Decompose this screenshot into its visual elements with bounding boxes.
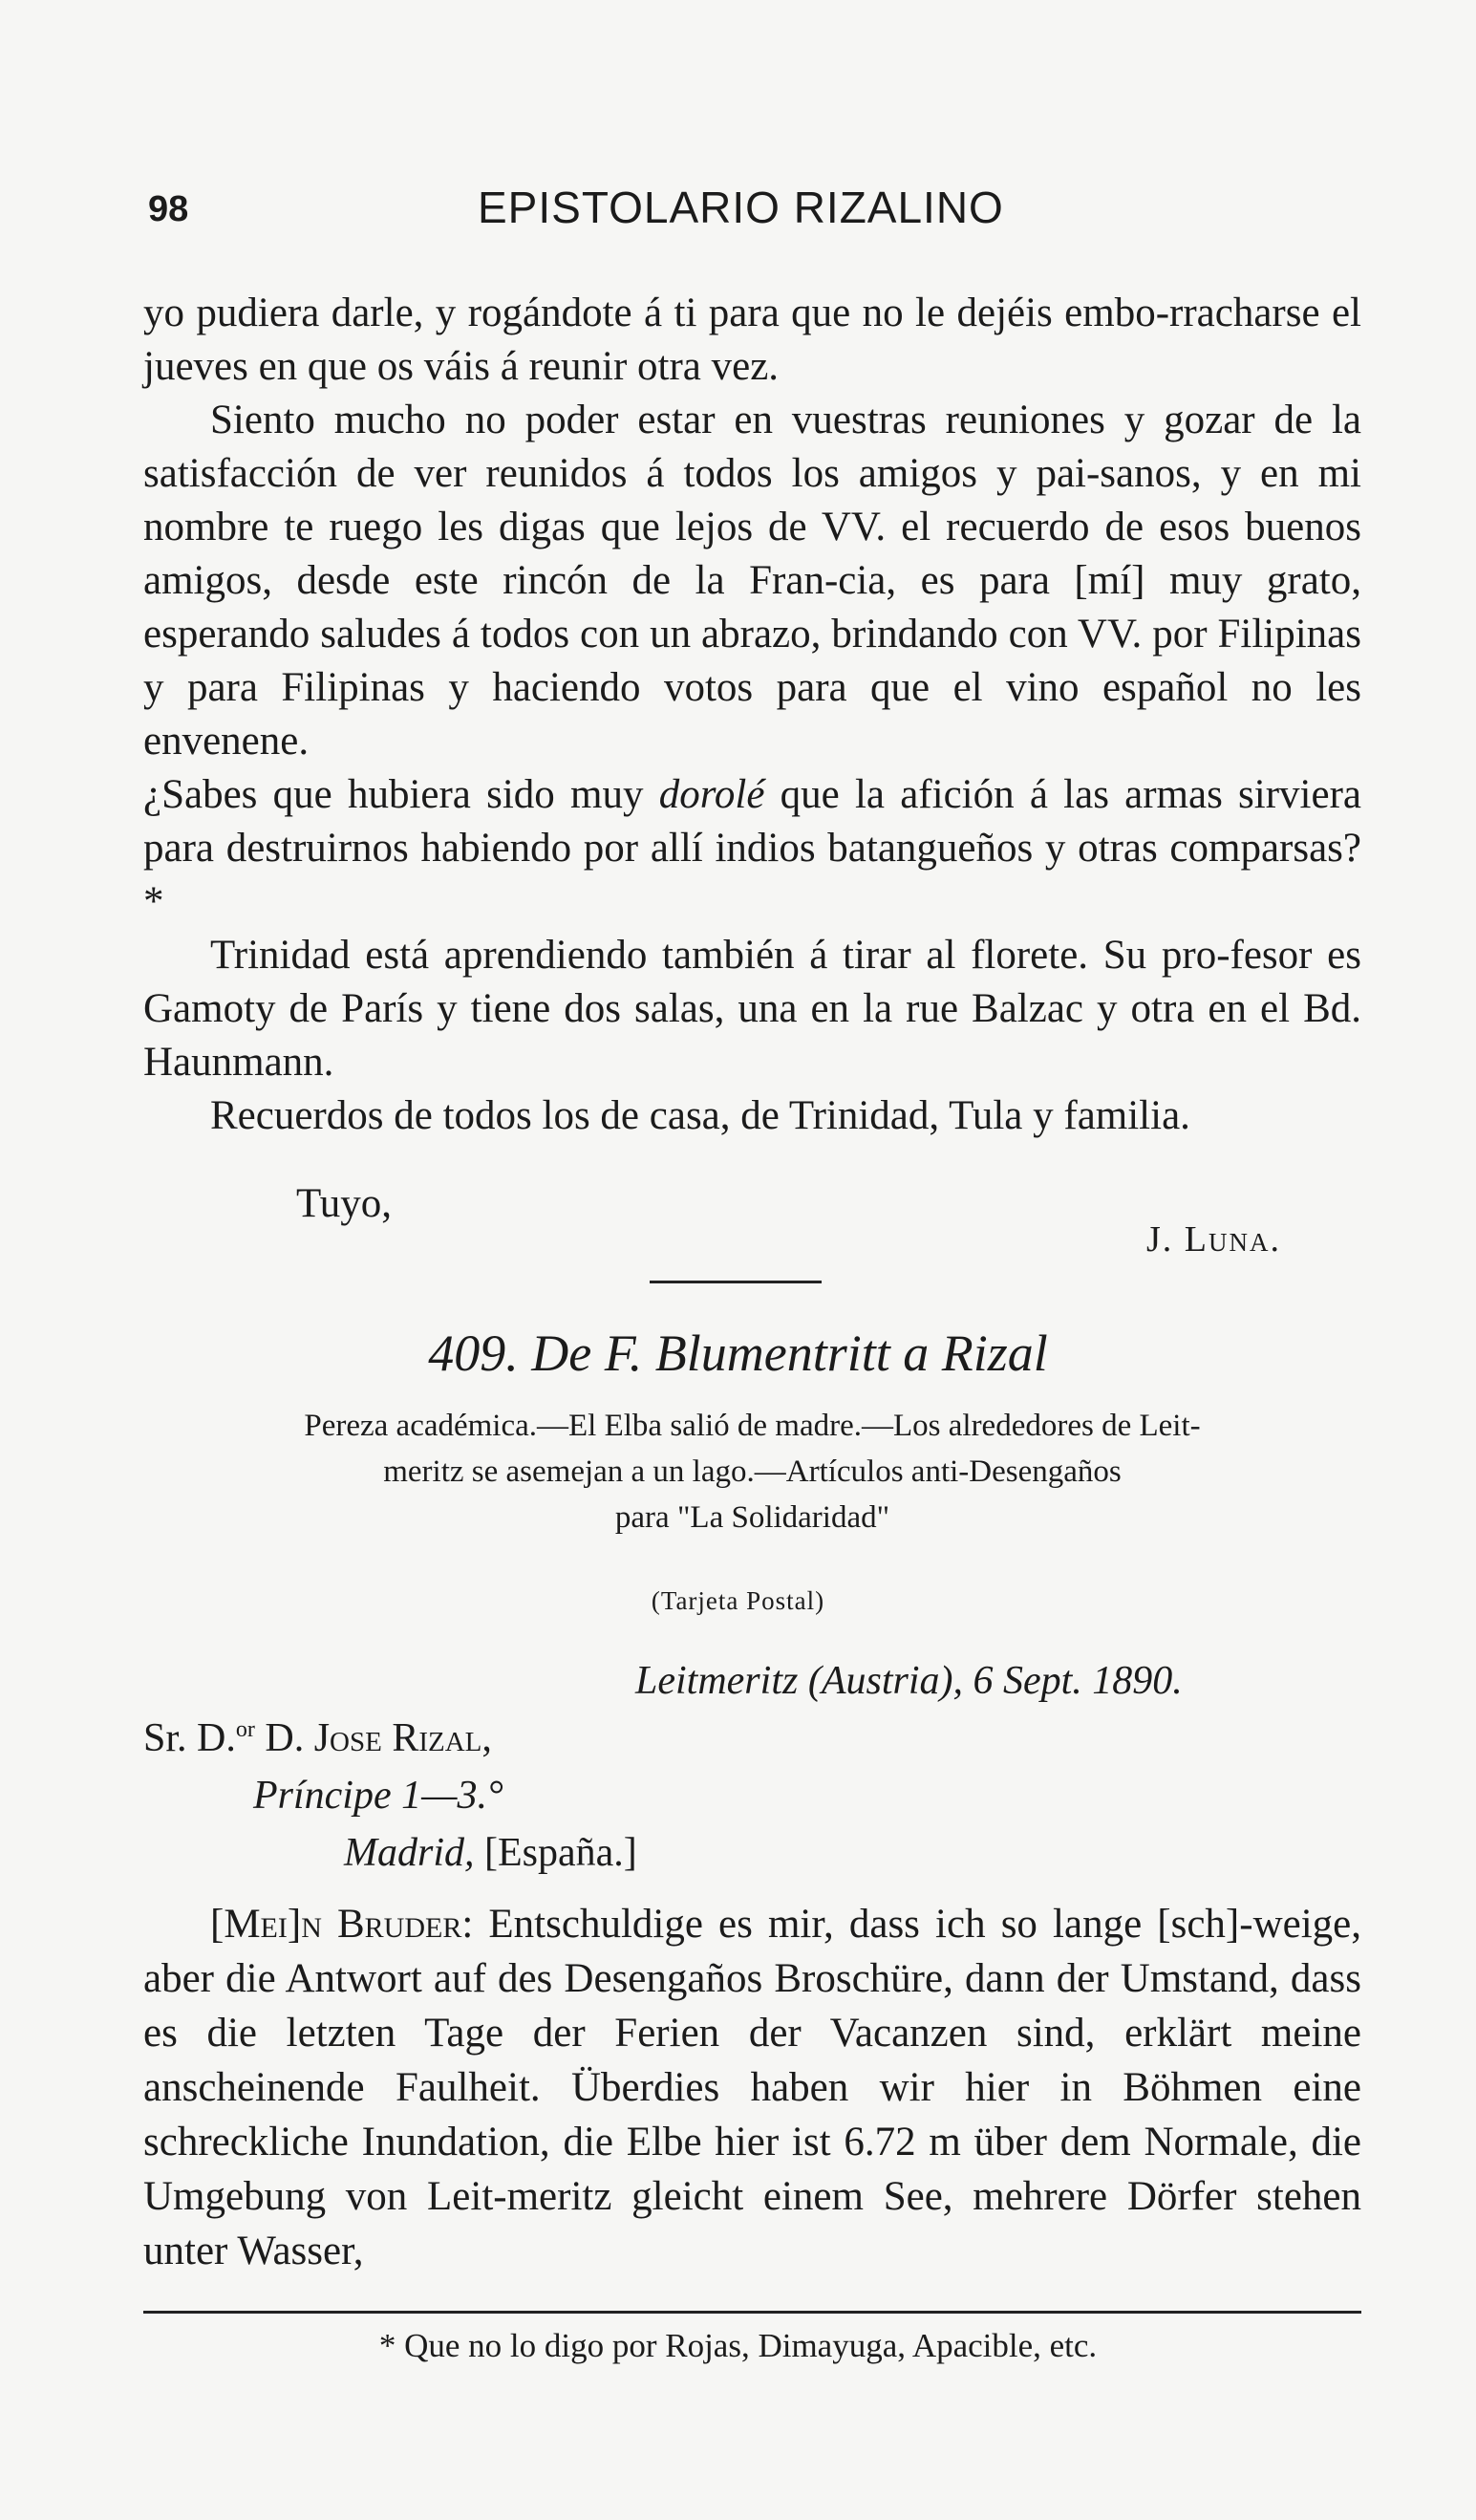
footnote-divider — [143, 2311, 1361, 2314]
letter-body-text: Entschuldige es mir, dass ich so lange [sch]-weige, aber die Antwort auf des Desengaños Broschüre, dann der Umstand, dass es die letzten Tage der Ferien der Vacanzen sind, erklärt meine anscheinende Faulheit. Überdies haben wir hier in Böhmen eine schreckliche Inundation, die Elbe hier ist 6.72 m über dem Normale, die Umgebung von Leit-meritz gleicht einem See, mehrere Dörfer stehen unter Wasser, — [143, 1902, 1361, 2273]
closing: Tuyo, — [296, 1181, 393, 1226]
book-title: EPISTOLARIO RIZALINO — [478, 183, 1004, 232]
previous-letter-body — [143, 287, 1361, 1143]
address-line-1 — [143, 1715, 492, 1761]
date-line: Leitmeritz (Austria), 6 Sept. 1890. — [635, 1659, 1183, 1703]
letter-body — [143, 1897, 1361, 2278]
summary-line: para "La Solidaridad" — [614, 1500, 890, 1535]
paragraph: Trinidad está aprendiendo también á tirar al florete. Su pro-fesor es Gamoty de París y tiene dos salas, una en la rue Balzac y otra en el Bd. Haunmann. — [143, 933, 1361, 1085]
address-city: Madrid, — [344, 1831, 475, 1875]
letter-heading: 409. De F. Blumentritt a Rizal — [428, 1325, 1048, 1382]
question-text: ¿Sabes que hubiera sido muy — [143, 772, 659, 817]
postal-note: (Tarjeta Postal) — [651, 1586, 825, 1615]
address-line-3 — [344, 1830, 637, 1876]
signature: J. Luna. — [1146, 1219, 1281, 1260]
paragraph-question — [143, 768, 1361, 929]
letter-paragraph — [143, 1897, 1361, 2278]
salutation: [Mei]n Bruder: — [210, 1902, 474, 1947]
question-italic-word: dorolé — [658, 772, 765, 817]
paragraph: yo pudiera darle, y rogándote á ti para que no le dejéis embo-rracharse el jueves en que os váis á reunir otra vez. — [143, 291, 1361, 389]
address-line-2: Príncipe 1—3.° — [253, 1774, 503, 1818]
section-divider — [650, 1281, 822, 1283]
address-name: D. Jose Rizal, — [265, 1716, 492, 1760]
running-head — [143, 182, 1337, 239]
summary-line: Pereza académica.—El Elba salió de madre.—Los alrededores de Leit- — [304, 1409, 1201, 1443]
summary-line: meritz se asemejan a un lago.—Artículos anti-Desengaños — [383, 1454, 1122, 1489]
address-country: [España.] — [484, 1831, 637, 1875]
question-text-end: que la afición á las armas sirviera para destruirnos habiendo por allí indios batangueños y otras comparsas?* — [143, 772, 1361, 924]
letter-summary — [143, 1403, 1361, 1540]
address-title: Sr. D. — [143, 1716, 236, 1760]
page-number: 98 — [148, 189, 189, 229]
paragraph: Recuerdos de todos los de casa, de Trinidad, Tula y familia. — [210, 1093, 1190, 1138]
address-title-sup: or — [235, 1717, 255, 1742]
paragraph: Siento mucho no poder estar en vuestras reuniones y gozar de la satisfacción de ver reunidos á todos los amigos y pai-sanos, y en mi nombre te ruego les digas que lejos de VV. el recuerdo de esos buenos amigos, desde este rincón de la Fran-cia, es para [mí] muy grato, esperando saludes á todos con un abrazo, brindando con VV. por Filipinas y para Filipinas y haciendo votos para que el vino español no les envenene. — [143, 398, 1361, 764]
footnote: * Que no lo digo por Rojas, Dimayuga, Apacible, etc. — [378, 2327, 1098, 2364]
